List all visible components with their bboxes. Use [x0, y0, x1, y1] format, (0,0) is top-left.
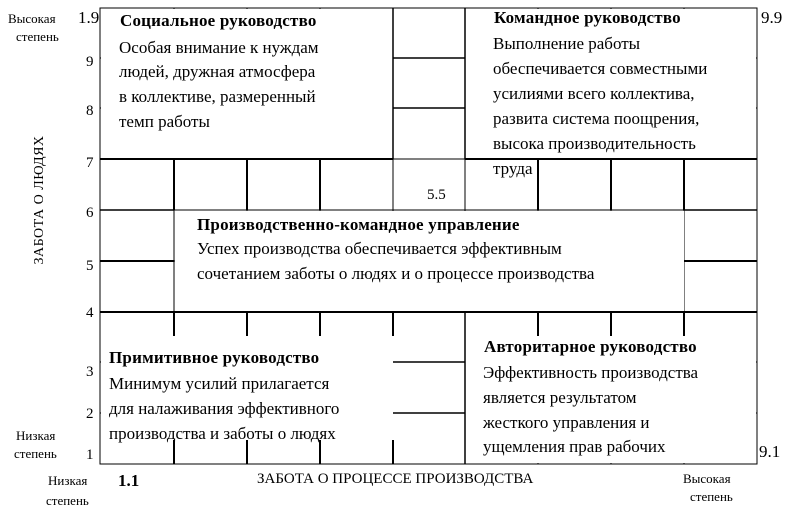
middle-zone-line1: Успех производства обеспечивается эффективным: [197, 239, 562, 258]
authoritarian-quadrant-title: Авторитарное руководство: [484, 337, 697, 356]
center-label-5-5: 5.5: [427, 187, 446, 203]
social-quadrant-title: Социальное руководство: [120, 11, 317, 30]
authoritarian-quadrant-line2: является результатом: [483, 388, 637, 407]
y-tick-6: 6: [86, 205, 94, 221]
corner-label-9-9: 9.9: [761, 8, 783, 27]
primitive-quadrant-title: Примитивное руководство: [109, 348, 320, 367]
y-low-label-line1: Низкая: [16, 428, 56, 443]
authoritarian-quadrant-line4: ущемления прав рабочих: [483, 437, 666, 456]
x-axis-label: ЗАБОТА О ПРОЦЕССЕ ПРОИЗВОДСТВА: [257, 471, 534, 487]
y-axis-label: ЗАБОТА О ЛЮДЯХ: [32, 135, 47, 265]
social-quadrant-line1: Особая внимание к нуждам: [119, 38, 319, 57]
team-quadrant-line2: обеспечивается совместными: [493, 59, 708, 78]
y-tick-9: 9: [86, 54, 94, 70]
y-tick-2: 2: [86, 406, 94, 422]
corner-label-1-1: 1.1: [118, 471, 140, 490]
primitive-quadrant-line3: производства и заботы о людях: [109, 424, 336, 443]
team-quadrant-line3: усилиями всего коллектива,: [493, 84, 695, 103]
authoritarian-quadrant-line3: жесткого управления и: [483, 413, 650, 432]
corner-label-9-1: 9.1: [759, 442, 781, 461]
team-quadrant-line5: высока производительность: [493, 134, 696, 153]
y-tick-3: 3: [86, 364, 94, 380]
primitive-quadrant-line1: Минимум усилий прилагается: [109, 374, 330, 393]
x-high-label-line1: Высокая: [683, 471, 731, 486]
y-tick-1: 1: [86, 447, 94, 463]
team-quadrant-line1: Выполнение работы: [493, 34, 641, 53]
y-tick-4: 4: [86, 305, 94, 321]
y-tick-5: 5: [86, 258, 94, 274]
team-quadrant-line4: развита система поощрения,: [493, 109, 700, 128]
y-tick-7: 7: [86, 155, 94, 171]
social-quadrant-line2: людей, дружная атмосфера: [119, 62, 316, 81]
y-high-label-line1: Высокая: [8, 11, 56, 26]
team-quadrant-line6: труда: [493, 159, 533, 178]
middle-zone-line2: сочетанием заботы о людях и о процессе производства: [197, 264, 595, 283]
x-low-label-line1: Низкая: [48, 473, 88, 488]
primitive-quadrant-line2: для налаживания эффективного: [109, 399, 340, 418]
middle-zone-title: Производственно-командное управление: [197, 215, 520, 234]
y-tick-8: 8: [86, 103, 94, 119]
social-quadrant-line3: в коллективе, размеренный: [119, 87, 316, 106]
x-high-label-line2: степень: [690, 489, 733, 504]
social-quadrant-line4: темп работы: [119, 112, 210, 131]
corner-label-1-9: 1.9: [78, 8, 100, 27]
team-quadrant-title: Командное руководство: [494, 8, 681, 27]
y-low-label-line2: степень: [14, 446, 57, 461]
authoritarian-quadrant-line1: Эффективность производства: [483, 363, 699, 382]
y-high-label-line2: степень: [16, 29, 59, 44]
x-low-label-line2: степень: [46, 493, 89, 508]
